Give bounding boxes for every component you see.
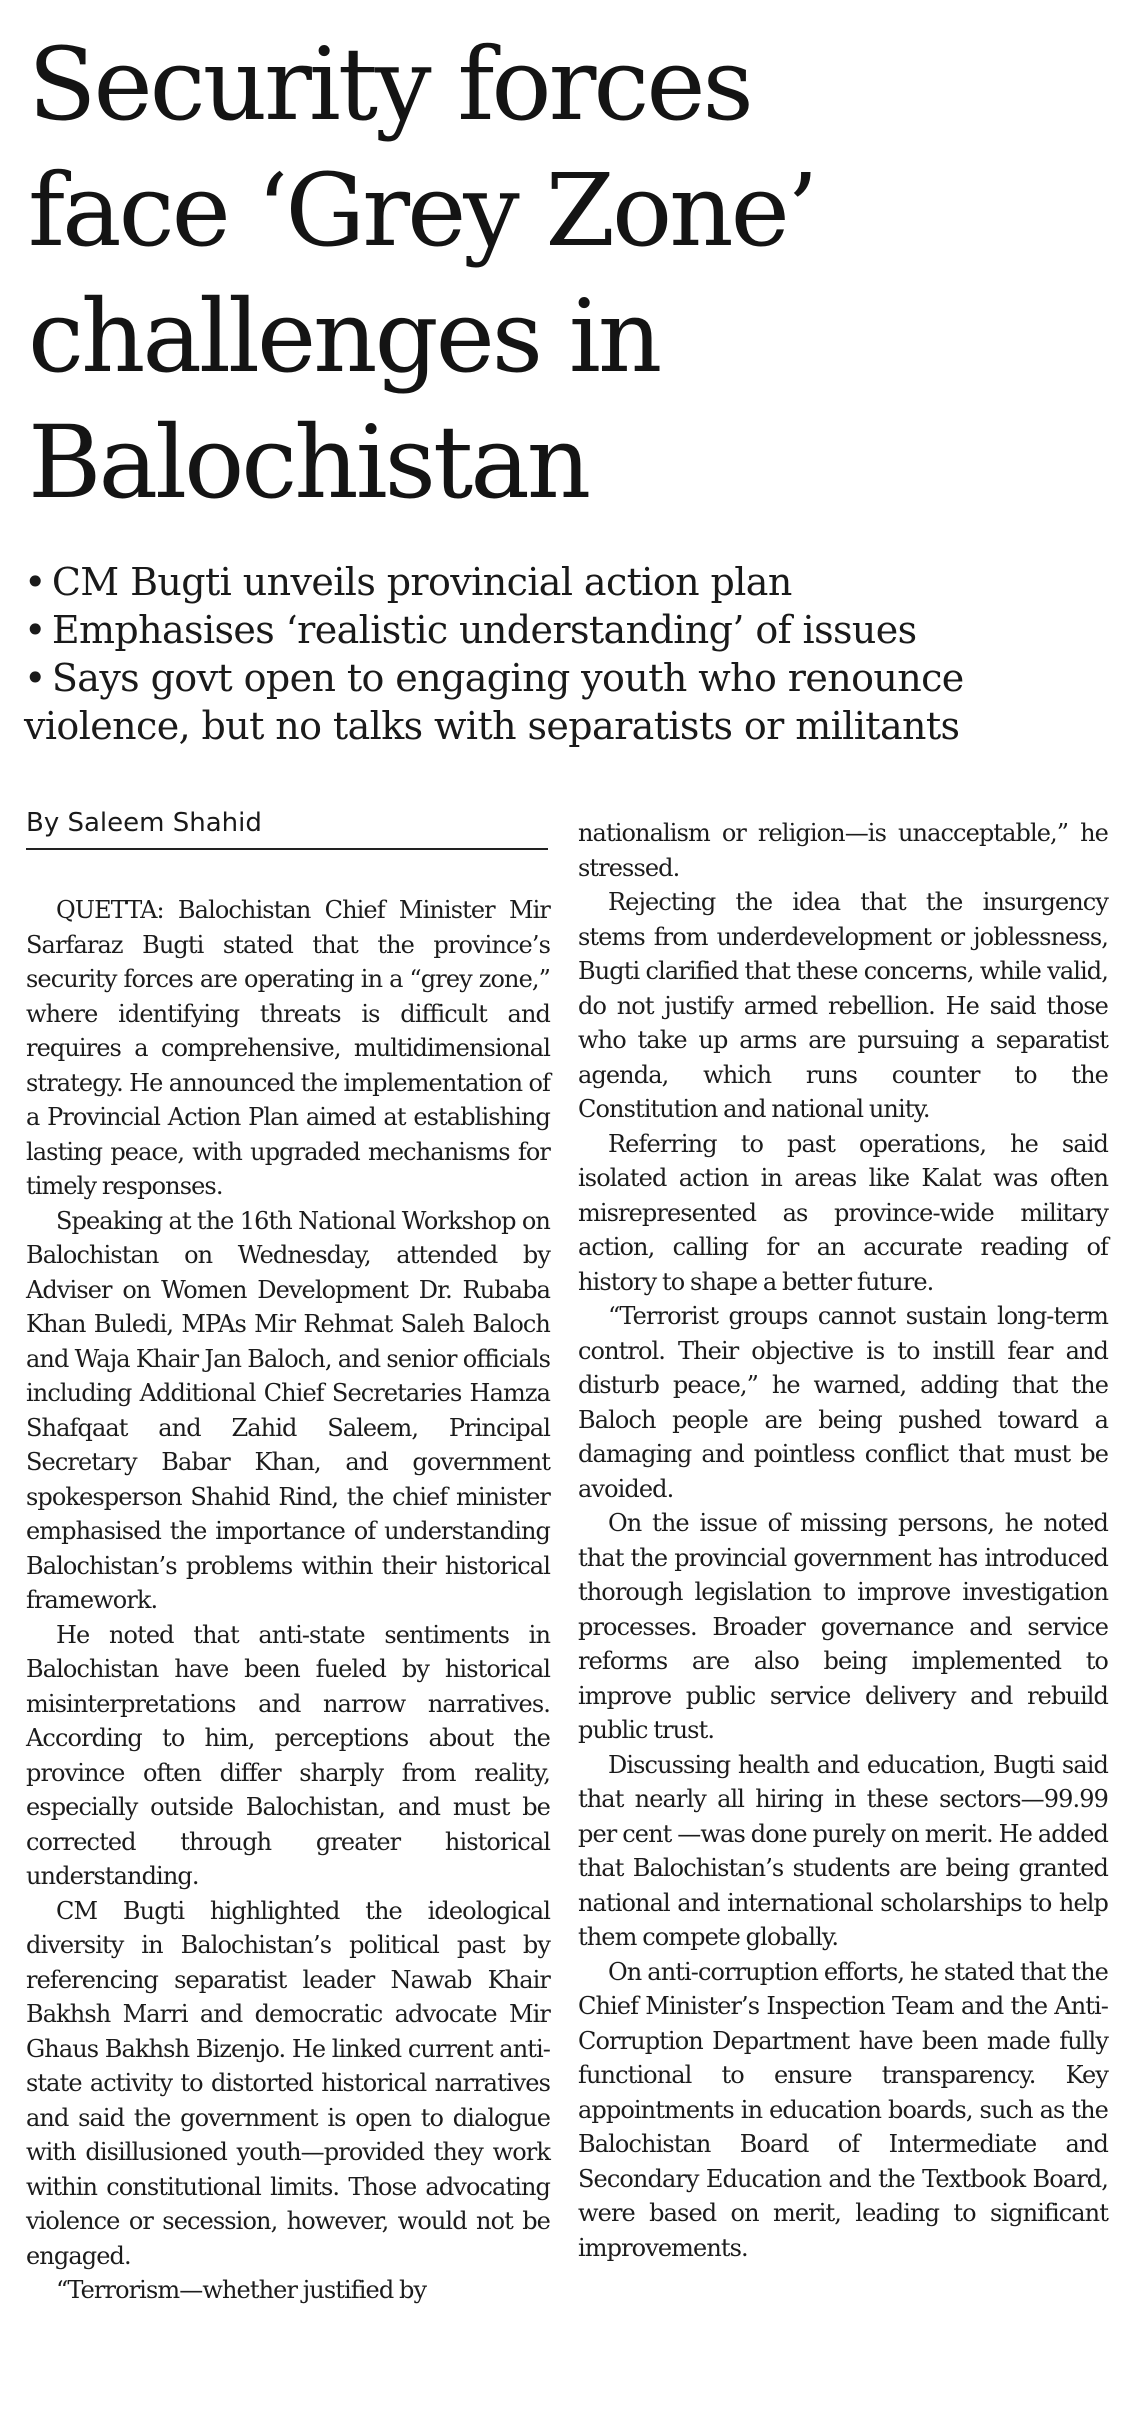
article-paragraph: Rejecting the idea that the insurgency stems from underdevelopment or joblessness, Bugti clarified that these concerns, while valid, do not justify armed rebellion. He said those who take up arms are pursuing a separatist agenda, which runs counter to the Constitution and national unity. bbox=[578, 888, 1108, 1123]
article-paragraph: CM Bugti highlighted the ideological diversity in Balochistan’s political past by referencing separatist leader Nawab Khair Bakhsh Marri and democratic advocate Mir Ghaus Bakhsh Bizenjo. He linked current anti-state activity to distorted historical narratives and said the government is open to dialogue with disillusioned youth—provided they work within constitutional limits. Those advocating violence or secession, however, would not be engaged. bbox=[26, 1896, 550, 2270]
deck-bullet bbox=[24, 654, 1114, 750]
article-paragraph: “Terrorism—whether justified by bbox=[56, 2276, 427, 2304]
headline-line: challenges in bbox=[28, 278, 660, 395]
article-paragraph: He noted that anti-state sentiments in Balochistan have been fueled by historical misinterpretations and narrow narratives. According to him, perceptions about the province often differ sharply from reality, especially outside Balochistan, and must be corrected through greater historical understanding. bbox=[26, 1620, 550, 1890]
deck-bullet-text: Emphasises ‘realistic understanding’ of issues bbox=[51, 608, 917, 652]
headline-line: Balochistan bbox=[28, 404, 589, 521]
bullet-dot: • bbox=[24, 608, 46, 652]
headline-line: Security forces bbox=[28, 26, 751, 143]
article-paragraph: On anti-corruption efforts, he stated that the Chief Minister’s Inspection Team and the Anti-Corruption Department have been made fully functional to ensure transparency. Key appointments in education boards, such as the Balochistan Board of Intermediate and Secondary Education and the Textbook Board, were based on merit, leading to significant improvements. bbox=[578, 1957, 1108, 2262]
headline-line: face ‘Grey Zone’ bbox=[28, 152, 816, 269]
bullet-dot: • bbox=[24, 560, 46, 604]
article-column-right bbox=[578, 816, 1108, 2265]
article-paragraph: Speaking at the 16th National Workshop on Balochistan on Wednesday, attended by Adviser on Women Development Dr. Rubaba Khan Buledi, MPAs Mir Rehmat Saleh Baloch and Waja Khair Jan Baloch, and senior officials including Additional Chief Secretaries Hamza Shafqaat and Zahid Saleem, Principal Secretary Babar Khan, and government spokesperson Shahid Rind, the chief minister emphasised the importance of understanding Balochistan’s problems within their historical framework. bbox=[26, 1206, 550, 1614]
article-paragraph: QUETTA: Balochistan Chief Minister Mir Sarfaraz Bugti stated that the province’s security forces are operating in a “grey zone,” where identifying threats is difficult and requires a comprehensive, multidimensional strategy. He announced the implementation of a Provincial Action Plan aimed at establishing lasting peace, with upgraded mechanisms for timely responses. bbox=[26, 896, 550, 1200]
article-paragraph: Discussing health and education, Bugti said that nearly all hiring in these sectors—99.99 per cent —was done purely on merit. He added that Balochistan’s students are being granted national and international scholarships to help them compete globally. bbox=[578, 1750, 1108, 1951]
article-paragraph: “Terrorist groups cannot sustain long-term control. Their objective is to instill fear and disturb peace,” he warned, adding that the Baloch people are being pushed toward a damaging and pointless conflict that must be avoided. bbox=[578, 1302, 1108, 1503]
article-paragraph: Referring to past operations, he said isolated action in areas like Kalat was often misrepresented as province-wide military action, calling for an accurate reading of history to shape a better future. bbox=[578, 1129, 1108, 1296]
deck-bullet bbox=[24, 606, 1114, 654]
article-paragraph: On the issue of missing persons, he noted that the provincial government has introduced thorough legislation to improve investigation processes. Broader governance and service reforms are also being implemented to improve public service delivery and rebuild public trust. bbox=[578, 1509, 1108, 1744]
deck-bullets bbox=[24, 558, 1114, 750]
byline-divider bbox=[26, 848, 548, 850]
deck-bullet bbox=[24, 558, 1114, 606]
deck-bullet-text: CM Bugti unveils provincial action plan bbox=[51, 560, 792, 604]
deck-bullet-text: Says govt open to engaging youth who renounce bbox=[51, 656, 964, 700]
article-paragraph-continued: nationalism or religion—is unacceptable,” he stressed. bbox=[578, 819, 1108, 882]
byline: By Saleem Shahid bbox=[26, 808, 262, 838]
article-column-left bbox=[26, 893, 550, 2308]
bullet-dot: • bbox=[24, 656, 46, 700]
deck-bullet-text-continued: violence, but no talks with separatists or militants bbox=[24, 704, 960, 748]
headline bbox=[28, 22, 1108, 526]
